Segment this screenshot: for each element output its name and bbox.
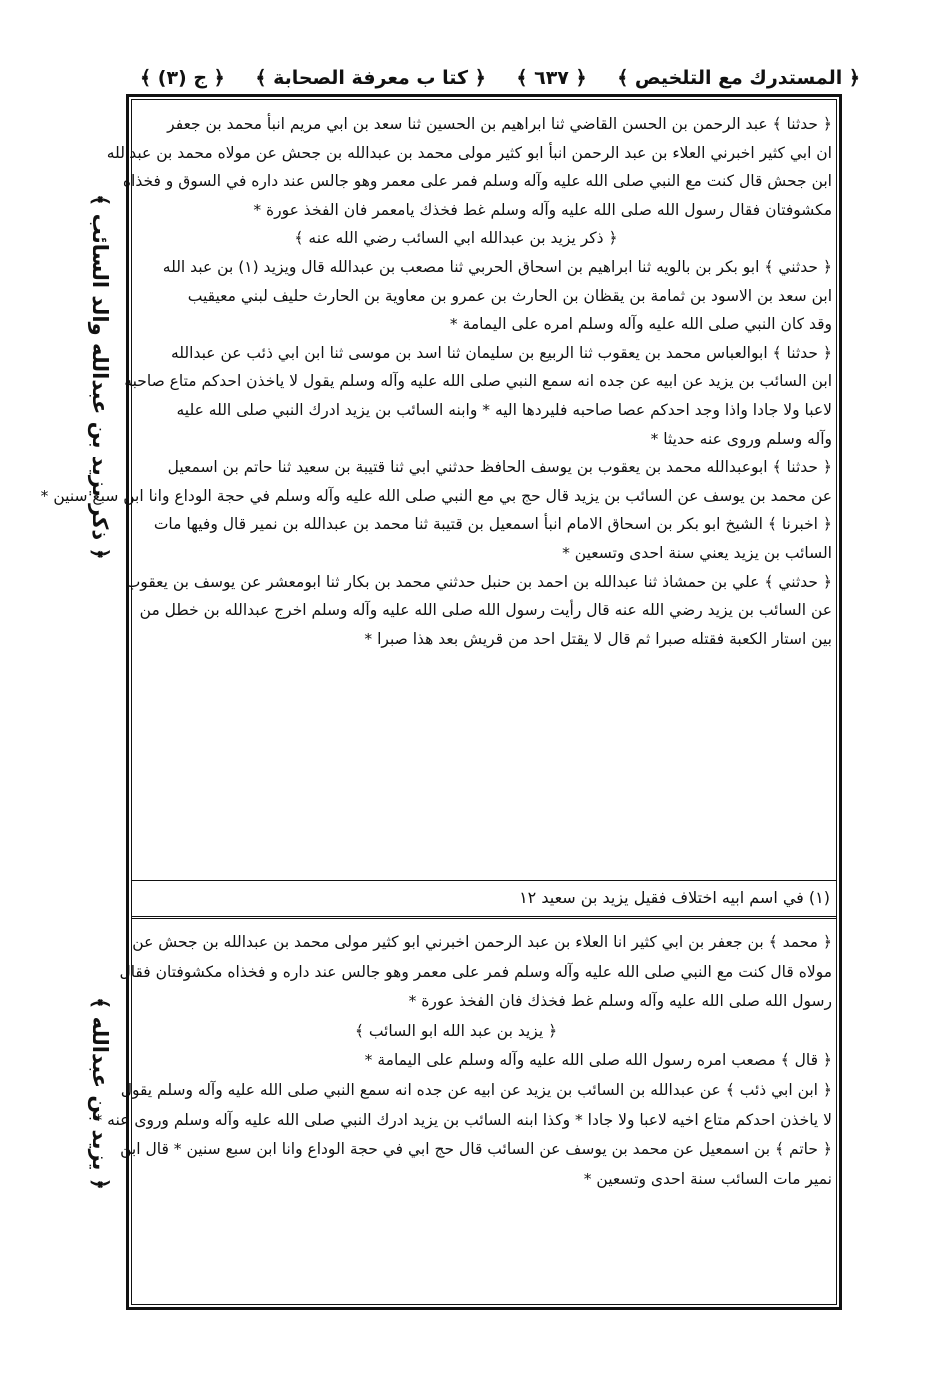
text-line: لاعبا ولا جادا واذا وجد احدكم عصا صاحبه فليردها اليه * وابنه السائب بن يزيد ادرك النبي صلى الله عليه — [176, 400, 832, 419]
text-line: ﴿ اخبرنا ﴾ الشيخ ابو بكر بن اسحاق الامام انبأ اسمعيل بن قتيبة ثنا محمد بن عبدالله بن نمير قال وفيها مات — [153, 515, 832, 534]
text-line: ﴿ قال ﴾ مصعب امره رسول الله صلى الله عليه وآله وسلم على اليمامة * — [364, 1051, 832, 1070]
text-line: ابن سعد بن الاسود بن ثمامة بن يقظان بن الحارث بن عمرو بن معاوية بن الحارث حليف لبني معيقيب — [187, 286, 832, 305]
text-line: ابن جحش قال كنت مع النبي صلى الله عليه وآله وسلم فمر على معمر وهو جالس عند داره في السوق و فخذاه — [122, 172, 832, 191]
text-line: ابن السائب بن يزيد عن ابيه عن جده انه سمع النبي صلى الله عليه وآله وسلم يقول لا ياخذن احدكم متاع صاحبه — [124, 372, 832, 391]
page-number: ﴿ ٦٣٧ ﴾ — [516, 67, 587, 89]
margin-note-bottom: ﴿ يزيد بن عبدالله ﴾ — [88, 996, 112, 1190]
section-heading: ﴿ يزيد بن عبد الله ابو السائب ﴾ — [354, 1021, 558, 1040]
header-book-title: ﴿ المستدرك مع التلخيص ﴾ — [617, 67, 860, 89]
text-line: ﴿ حدثنا ﴾ ابوالعباس محمد بن يعقوب ثنا الربيع بن سليمان ثنا اسد بن موسى ثنا ابن ابي ذئب عن عبدالله — [170, 343, 832, 362]
text-line: ﴿ ابن ابي ذئب ﴾ عن عبدالله بن السائب بن يزيد عن ابيه عن جده انه سمع النبي صلى الله عليه وآله وسلم يقول — [120, 1080, 832, 1099]
text-line: ﴿ حدثني ﴾ ابو بكر بن بالويه ثنا ابراهيم بن اسحاق الحربي ثنا مصعب بن عبدالله قال ويزيد (١) بن عبد الله — [162, 257, 832, 276]
text-line: رسول الله صلى الله عليه وآله وسلم غط فخذك فان الفخذ عورة * — [408, 992, 832, 1011]
text-line: مولاه قال كنت مع النبي صلى الله عليه وآله وسلم فمر على معمر وهو جالس عند داره و فخذاه مكشوفتان فقال — [119, 962, 832, 981]
text-line: وآله وسلم وروى عنه حديثا * — [650, 429, 832, 448]
text-line: بين استار الكعبة فقتله صبرا ثم قال لا يقتل احد من قريش بعد هذا صبرا * — [364, 629, 832, 648]
text-line: عن محمد بن يوسف عن السائب بن يزيد قال حج بي مع النبي صلى الله عليه وآله وسلم في حجة الوداع وانا ابن سبع سنين * — [40, 486, 832, 505]
text-line: ﴿ حاتم ﴾ بن اسمعيل عن محمد بن يوسف عن السائب قال حج ابي في حجة الوداع وانا ابن سبع سنين * قال ابن — [120, 1140, 832, 1159]
text-line: ان ابي كثير اخبرني العلاء بن عبد الرحمن انبأ ابو كثير مولى محمد بن عبدالله بن جحش عن مولاه محمد بن عبدالله — [106, 143, 832, 162]
page-header — [140, 58, 860, 98]
text-line: لا ياخذن احدكم متاع اخيه لاعبا ولا جادا * وكذا ابنه السائب بن يزيد ادرك النبي صلى الله عليه وآله وسلم وروى عنه * — [94, 1110, 832, 1129]
header-section-title: ﴿ كتا ب معرفة الصحابة ﴾ — [255, 67, 486, 89]
text-line: السائب بن يزيد يعني سنة احدى وتسعين * — [562, 543, 832, 562]
summary-separator — [131, 916, 837, 919]
text-line: مكشوفتان فقال رسول الله صلى الله عليه وآله وسلم غط فخذك يامعمر فان الفخذ عورة * — [253, 200, 832, 219]
summary-text — [94, 928, 832, 1194]
header-volume: ﴿ ج (٣) ﴾ — [140, 67, 225, 89]
text-line: ﴿ حدثنا ﴾ ابوعبدالله محمد بن يعقوب بن يوسف الحافظ حدثني ابي ثنا قتيبة بن سعيد ثنا حاتم بن اسمعيل — [167, 458, 832, 477]
text-line: ﴿ محمد ﴾ بن جعفر بن ابي كثير انا العلاء بن عبد الرحمن اخبرني ابو كثير مولى محمد بن عبدالله بن جحش عن — [132, 933, 832, 951]
text-line: عن السائب بن يزيد رضي الله عنه قال رأيت رسول الله صلى الله عليه وآله وسلم اخرج عبدالله بن خطل من — [139, 601, 832, 620]
text-line: ﴿ حدثنا ﴾ عبد الرحمن بن الحسن القاضي ثنا ابراهيم بن الحسين ثنا سعد بن ابي مريم انبأ محمد بن جعفر — [167, 115, 832, 133]
margin-note-top: ﴿ ذكر يزيد بن عبدالله والد السائب ﴾ — [88, 194, 112, 560]
text-line: نمير مات السائب سنة احدى وتسعين * — [583, 1169, 832, 1188]
text-line: ﴿ حدثني ﴾ علي بن حمشاذ ثنا عبدالله بن احمد بن حنبل حدثني محمد بن بكار ثنا ابومعشر عن يوسف بن يعقوب — [125, 572, 832, 591]
text-line: وقد كان النبي صلى الله عليه وآله وسلم امره على اليمامة * — [449, 315, 832, 334]
footnote: (١) في اسم ابيه اختلاف فقيل يزيد بن سعيد ١٢ — [519, 888, 830, 907]
footnote-separator — [131, 880, 837, 881]
section-heading: ﴿ ذكر يزيد بن عبدالله ابي السائب رضي الله عنه ﴾ — [294, 229, 618, 248]
